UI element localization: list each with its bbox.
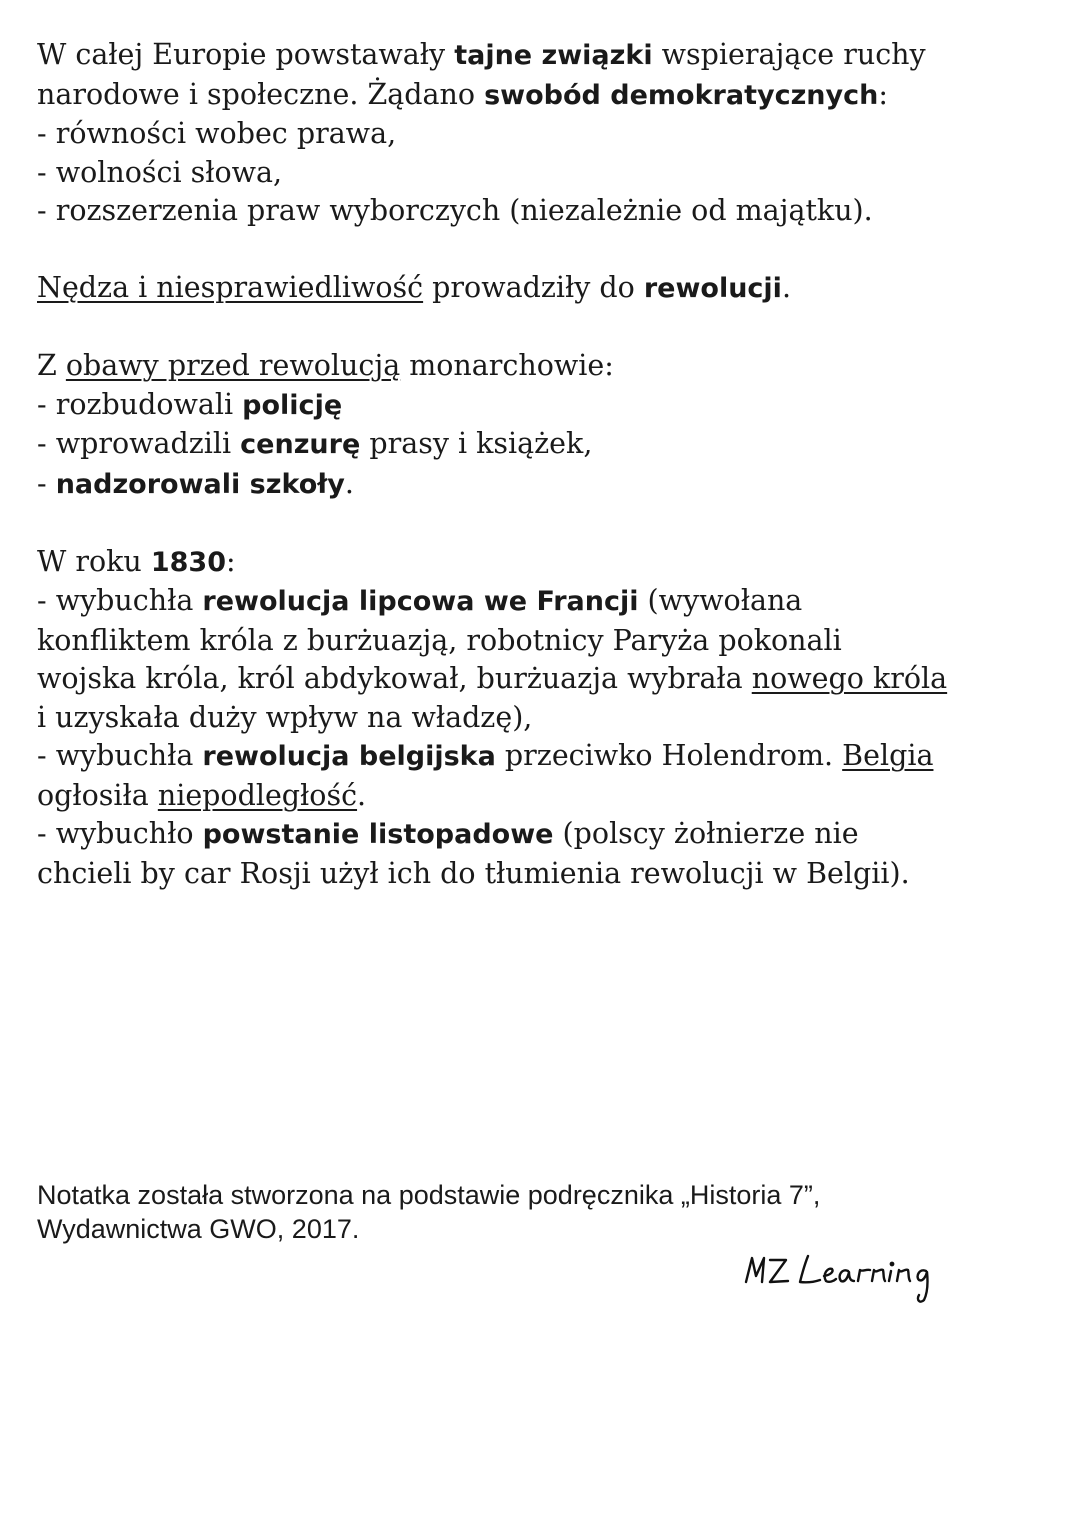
text: przeciwko Holendrom. bbox=[495, 739, 843, 772]
paragraph-poverty bbox=[37, 269, 1047, 309]
paragraph-1830 bbox=[37, 543, 1047, 894]
text-line bbox=[37, 543, 1047, 583]
text: - wybuchło bbox=[37, 817, 203, 850]
bold-term: rewolucji bbox=[643, 273, 782, 304]
text: W całej Europie powstawały bbox=[37, 38, 455, 71]
source-footnote bbox=[37, 1178, 1037, 1246]
text-line bbox=[37, 269, 1047, 309]
bold-term: powstanie listopadowe bbox=[202, 819, 554, 850]
bold-term: rewolucja belgijska bbox=[202, 741, 496, 772]
list-item: - rozszerzenia praw wyborczych (niezależnie od majątku). bbox=[37, 194, 873, 227]
note-body bbox=[37, 36, 1047, 932]
underlined-term: niepodległość bbox=[157, 778, 358, 812]
text-line bbox=[37, 347, 1047, 386]
signature-logo bbox=[742, 1248, 982, 1318]
text: prowadziły do bbox=[423, 271, 644, 304]
text: ogłosiła bbox=[37, 778, 158, 812]
text-line: i uzyskała duży wpływ na władzę), bbox=[37, 700, 533, 734]
list-item bbox=[37, 386, 1047, 426]
footnote-line: Notatka została stworzona na podstawie podręcznika „Historia 7”, bbox=[37, 1180, 821, 1210]
bold-term: tajne związki bbox=[454, 40, 653, 71]
list-item: - równości wobec prawa, bbox=[37, 117, 397, 150]
text: - wybuchła bbox=[37, 584, 203, 617]
text-line: chcieli by car Rosji użył ich do tłumienia rewolucji w Belgii). bbox=[37, 856, 910, 890]
text: (polscy żołnierze nie bbox=[553, 817, 859, 850]
text: monarchowie: bbox=[400, 349, 614, 382]
underlined-term: nowego króla bbox=[751, 662, 948, 695]
text: . bbox=[781, 271, 792, 304]
list-item bbox=[37, 737, 1047, 777]
text: narodowe i społeczne. Żądano bbox=[37, 77, 485, 111]
bold-term: swobód demokratycznych bbox=[484, 79, 879, 111]
text: - wybuchła bbox=[37, 739, 203, 772]
text: . bbox=[344, 466, 354, 500]
bold-term: policję bbox=[242, 389, 343, 421]
text: Z bbox=[37, 349, 66, 382]
list-item bbox=[37, 582, 1047, 622]
bold-year: 1830 bbox=[150, 546, 226, 578]
list-item bbox=[37, 465, 1047, 505]
text: wojska króla, król abdykował, burżuazja wybrała bbox=[37, 662, 752, 695]
paragraph-secret-societies bbox=[37, 36, 1047, 231]
underlined-term: Belgia bbox=[842, 739, 934, 772]
underlined-term: Nędza i niesprawiedliwość bbox=[37, 271, 424, 304]
text: W roku bbox=[37, 544, 151, 578]
text-line bbox=[37, 36, 1047, 76]
list-item: - wolności słowa, bbox=[37, 155, 283, 189]
footnote-line: Wydawnictwa GWO, 2017. bbox=[37, 1214, 360, 1244]
bold-term: rewolucja lipcowa we Francji bbox=[202, 586, 639, 617]
text: : bbox=[225, 544, 236, 578]
underlined-term: obawy przed rewolucją bbox=[65, 349, 401, 382]
paragraph-monarchs bbox=[37, 347, 1047, 504]
list-item bbox=[37, 815, 1047, 855]
text: wspierające ruchy bbox=[652, 38, 926, 71]
bold-term: nadzorowali szkoły bbox=[55, 468, 345, 500]
text: - rozbudowali bbox=[37, 387, 243, 421]
signature-strokes bbox=[746, 1256, 928, 1302]
bold-term: cenzurę bbox=[240, 429, 361, 460]
text: (wywołana bbox=[638, 584, 803, 617]
text: prasy i książek, bbox=[360, 427, 593, 460]
list-item bbox=[37, 425, 1047, 465]
text: : bbox=[878, 77, 888, 111]
text: . bbox=[357, 778, 367, 812]
text-line bbox=[37, 660, 1047, 699]
text-line: konfliktem króla z burżuazją, robotnicy Paryża pokonali bbox=[37, 623, 842, 657]
text: - wprowadzili bbox=[37, 427, 241, 460]
text: - bbox=[37, 466, 56, 500]
text-line bbox=[37, 777, 1047, 816]
text-line bbox=[37, 76, 1047, 116]
